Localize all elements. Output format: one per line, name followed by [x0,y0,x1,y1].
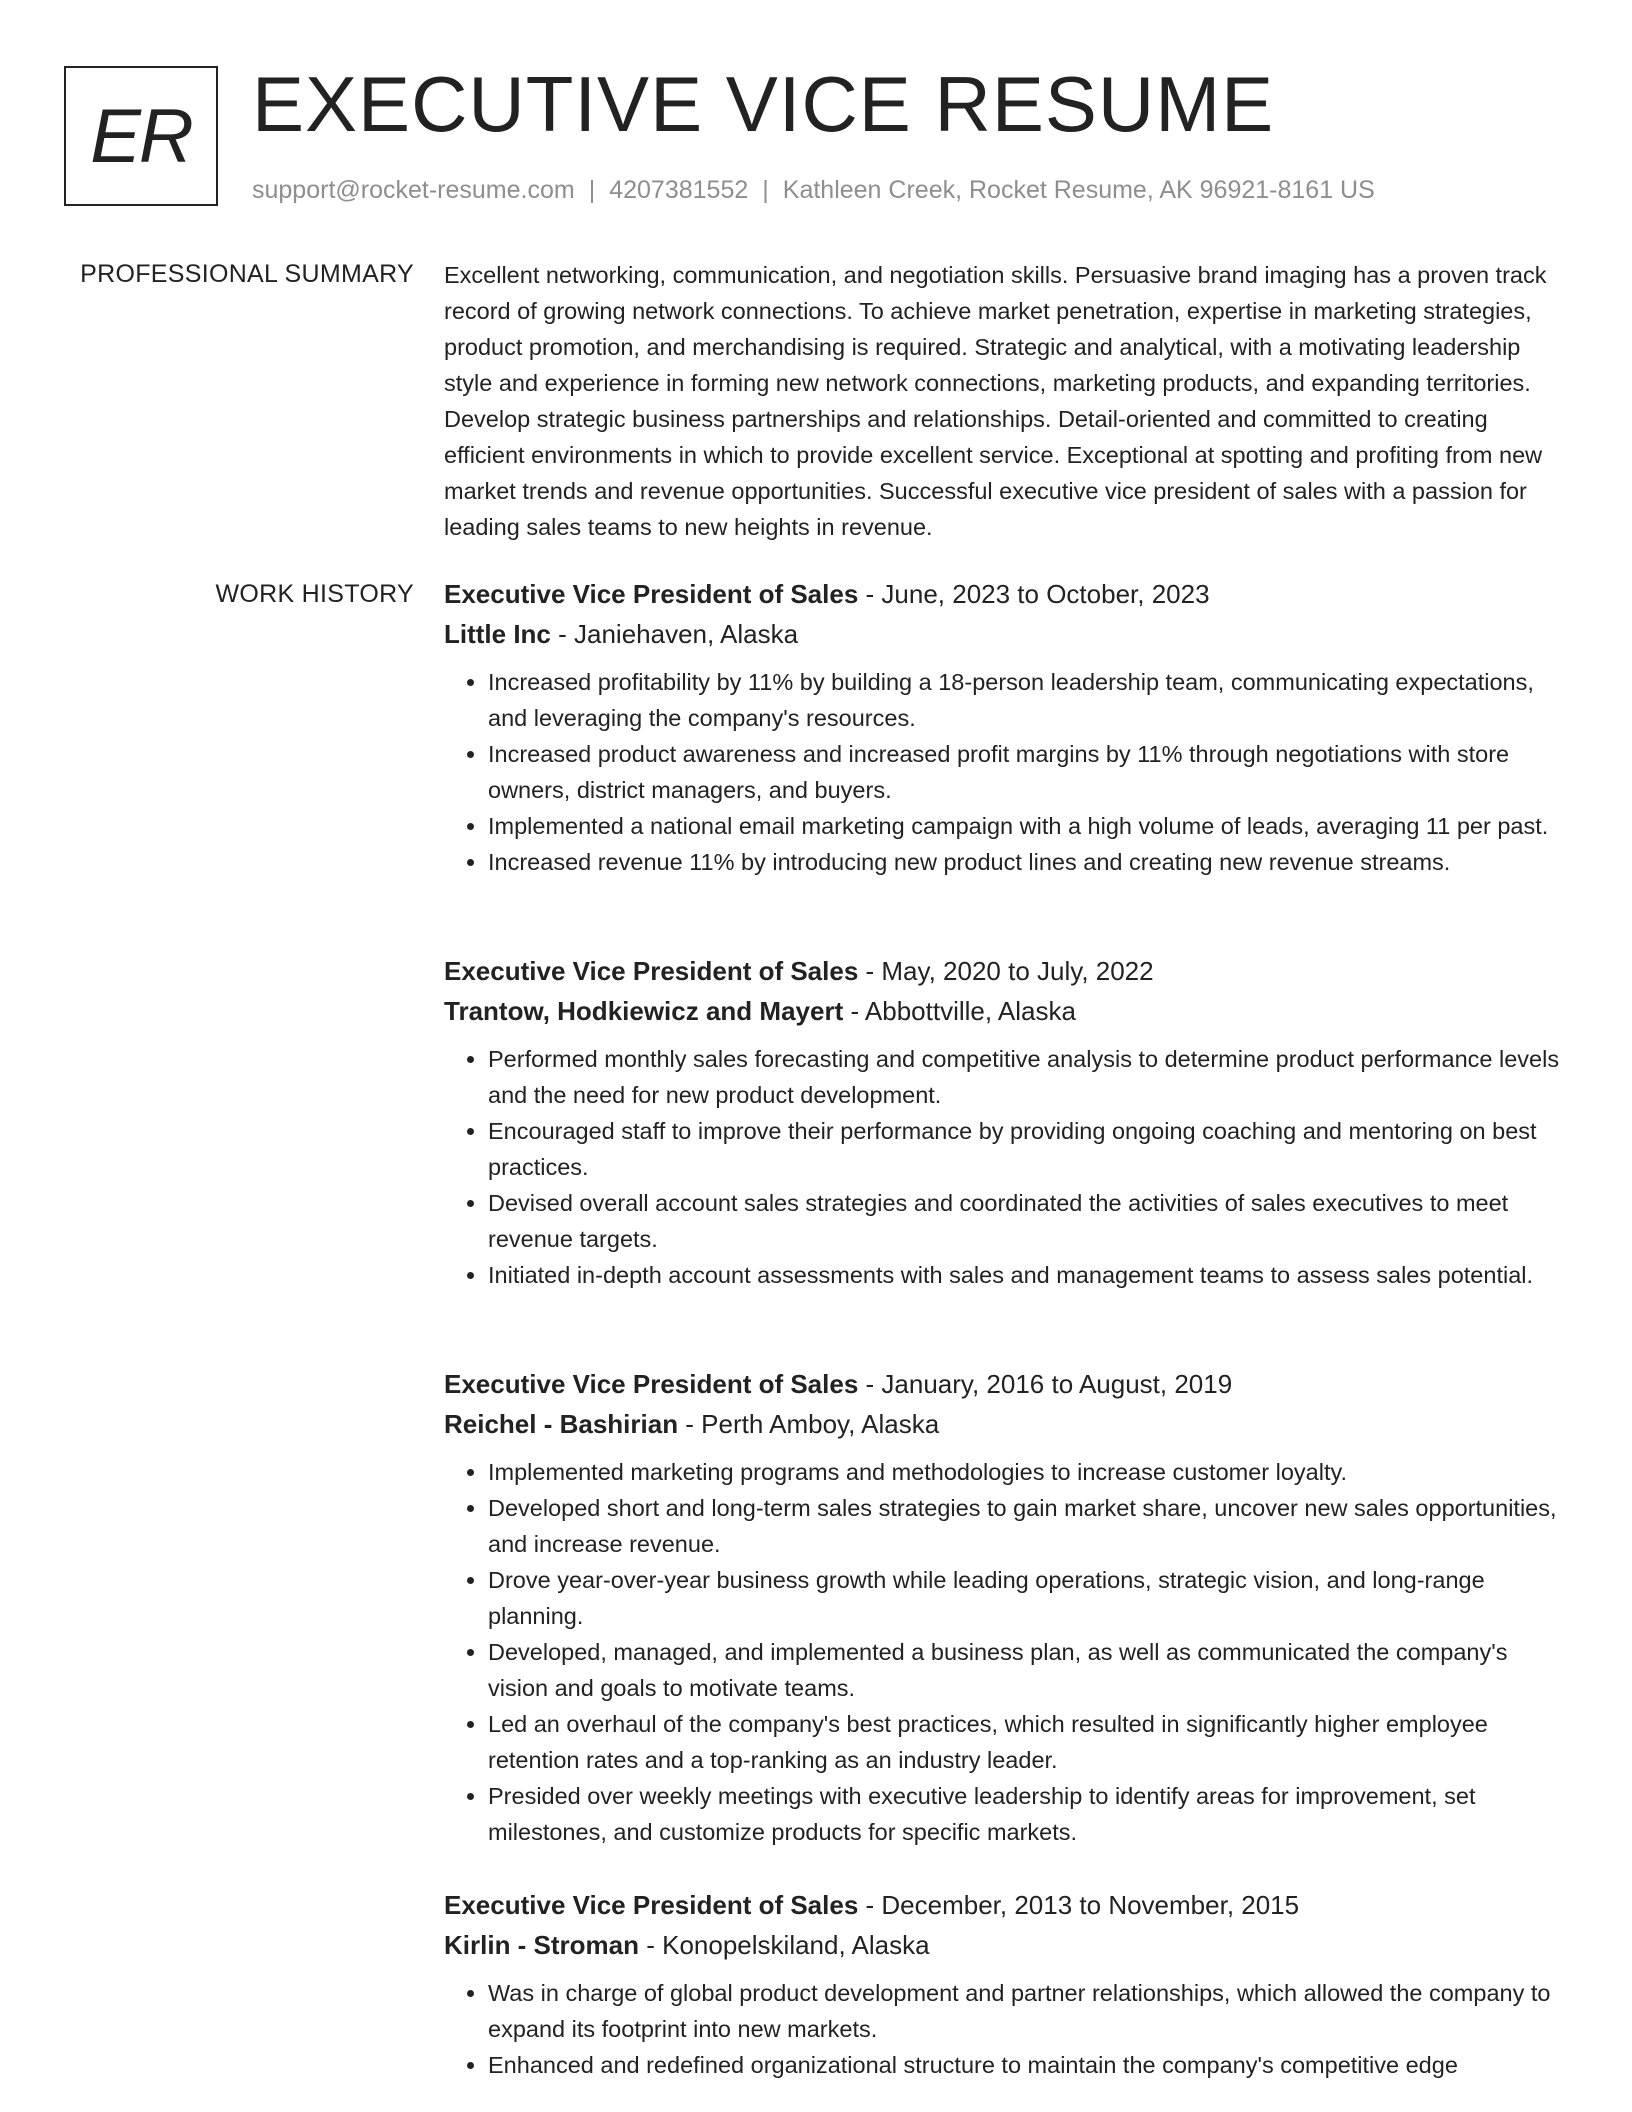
job-company-line [444,614,1564,654]
job-bullet: • Presided over weekly meetings with executive leadership to identify areas for improvement, set milestones, and customize products for specific markets. [488,1778,1564,1850]
job-company-line [444,991,1564,1031]
summary-text: Excellent networking, communication, and negotiation skills. Persuasive brand imaging has a proven track record of growing network connections. To achieve market penetration, expertise in marketing strategies, product promotion, and merchandising is required. Strategic and analytical, with a motivating leadership style and experience in forming new network connections, marketing products, and expanding territories. Develop strategic business partnerships and relationships. Detail-oriented and committed to creating efficient environments in which to provide excellent service. Exceptional at spotting and profiting from new market trends and revenue opportunities. Successful executive vice president of sales with a passion for leading sales teams to new heights in revenue. [444,262,1547,540]
contact-separator: | [762,176,769,204]
job-bullet: • Initiated in-depth account assessments with sales and management teams to assess sales potential. [488,1257,1564,1293]
job-bullets [444,1041,1564,1293]
job-bullet: • Developed, managed, and implemented a business plan, as well as communicated the company's vision and goals to motivate teams. [488,1634,1564,1706]
job-bullet: • Increased product awareness and increased profit margins by 11% through negotiations with store owners, district managers, and buyers. [488,736,1564,808]
job-title: Executive Vice President of Sales [444,1890,859,1920]
job-location: - Abbottville, Alaska [843,996,1076,1026]
job-title-line [444,1885,1564,1925]
job-entry [444,1885,1564,2083]
job-company: Reichel - Bashirian [444,1409,679,1439]
summary-section [444,257,1564,545]
job-dates: - June, 2023 to October, 2023 [858,579,1210,609]
job-bullet: • Led an overhaul of the company's best practices, which resulted in significantly higher employee retention rates and a top-ranking as an industry leader. [488,1706,1564,1778]
job-title-line [444,951,1564,991]
job-title: Executive Vice President of Sales [444,579,859,609]
contact-phone: 4207381552 [609,176,749,204]
job-bullet: • Implemented a national email marketing campaign with a high volume of leads, averaging 11 per past. [488,808,1564,844]
job-entry [444,951,1564,1293]
resume-title: EXECUTIVE VICE RESUME [252,60,1275,148]
job-bullet: • Enhanced and redefined organizational structure to maintain the company's competitive edge [488,2047,1564,2083]
job-bullet: • Developed short and long-term sales strategies to gain market share, uncover new sales opportunities, and increase revenue. [488,1490,1564,1562]
job-company: Little Inc [444,619,551,649]
job-company: Trantow, Hodkiewicz and Mayert [444,996,844,1026]
job-bullet: • Encouraged staff to improve their performance by providing ongoing coaching and mentoring on best practices. [488,1113,1564,1185]
job-dates: - May, 2020 to July, 2022 [858,956,1154,986]
monogram-logo [64,66,218,206]
job-bullets [444,664,1564,880]
job-bullet: • Increased revenue 11% by introducing new product lines and creating new revenue streams. [488,844,1564,880]
job-bullet: • Performed monthly sales forecasting and competitive analysis to determine product performance levels and the need for new product development. [488,1041,1564,1113]
job-company-line [444,1925,1564,1965]
job-title-line [444,1364,1564,1404]
job-bullet: • Drove year-over-year business growth while leading operations, strategic vision, and long-range planning. [488,1562,1564,1634]
job-company: Kirlin - Stroman [444,1930,640,1960]
job-bullet: • Was in charge of global product development and partner relationships, which allowed the company to expand its footprint into new markets. [488,1975,1564,2047]
job-title: Executive Vice President of Sales [444,1369,859,1399]
job-entry [444,1364,1564,1850]
section-label-work: WORK HISTORY [215,580,414,608]
section-label-summary: PROFESSIONAL SUMMARY [80,260,414,288]
job-bullet: • Increased profitability by 11% by building a 18-person leadership team, communicating expectations, and leveraging the company's resources. [488,664,1564,736]
job-bullet: • Devised overall account sales strategies and coordinated the activities of sales executives to meet revenue targets. [488,1185,1564,1257]
job-bullet: • Implemented marketing programs and methodologies to increase customer loyalty. [488,1454,1564,1490]
job-title: Executive Vice President of Sales [444,956,859,986]
contact-separator: | [588,176,596,204]
job-dates: - December, 2013 to November, 2015 [858,1890,1300,1920]
job-location: - Janiehaven, Alaska [550,619,799,649]
job-dates: - January, 2016 to August, 2019 [858,1369,1233,1399]
job-location: - Konopelskiland, Alaska [639,1930,930,1960]
job-entry [444,574,1564,880]
job-location: - Perth Amboy, Alaska [678,1409,940,1439]
monogram-initials: ER [90,93,192,179]
job-bullets [444,1975,1564,2083]
contact-email: support@rocket-resume.com [252,176,575,204]
contact-address: Kathleen Creek, Rocket Resume, AK 96921-8161 US [782,176,1375,204]
job-bullets [444,1454,1564,1850]
job-company-line [444,1404,1564,1444]
job-title-line [444,574,1564,614]
contact-line [252,174,1375,206]
